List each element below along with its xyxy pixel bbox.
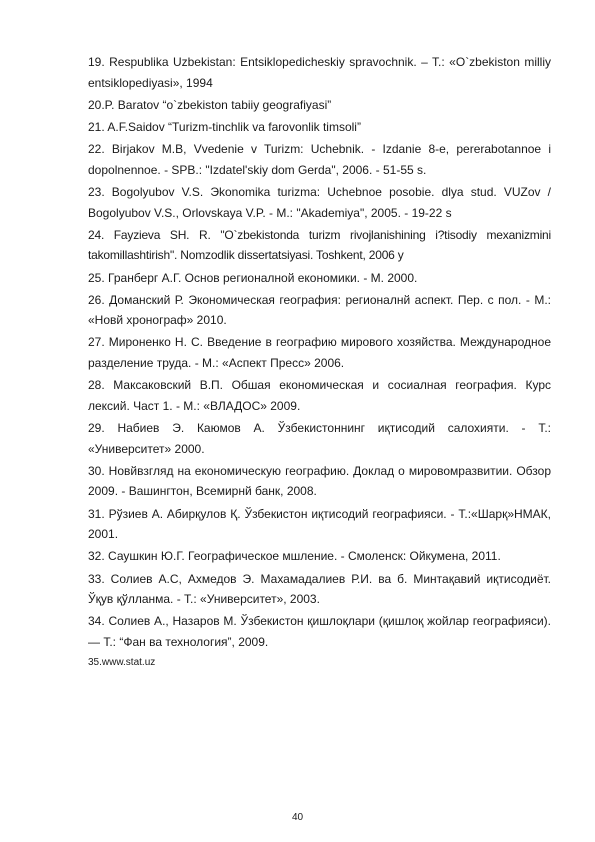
reference-item: 30. Новйвзгляд на економическую географию. Доклад о мировомразвитии. Обзор 2009. - Вашингтон, Всемирнй банк, 2008. bbox=[88, 463, 551, 499]
reference-item: 33. Солиев А.С, Ахмедов Э. Махамадалиев Р.И. ва б. Минтақавий иқтисодиёт. Ўқув қўлланма. - Т.: «Университет», 2003. bbox=[88, 571, 551, 607]
reference-item: 21. A.F.Saidov “Turizm-tinchlik va farovonlik timsoli” bbox=[88, 119, 361, 134]
page-number: 40 bbox=[291, 812, 304, 823]
reference-item: 23. Bogolyubov V.S. Эkonomika turizma: Uchebnoe posobie. dlya stud. VUZov / Bogolyubov V.S., Orlovskaya V.P. - M.: "Akademiya", 2005. - 19-22 s bbox=[88, 184, 551, 220]
reference-item: 20.P. Baratov “o`zbekiston tabiiy geografiyasi” bbox=[88, 97, 332, 112]
reference-item: 26. Доманский Р. Экономическая география: регионалнй аспект. Пер. с пол. - М.: «Новй хронограф» 2010. bbox=[88, 292, 551, 328]
reference-list bbox=[88, 52, 551, 672]
reference-item: 28. Максаковский В.П. Обшая економическая и сосиалная география. Курс лексий. Част 1. - М.: «ВЛАДОС» 2009. bbox=[88, 378, 551, 413]
reference-item: 25. Гранберг А.Г. Основ регионалной економики. - М. 2000. bbox=[88, 270, 418, 285]
reference-item: 19. Respublika Uzbekistan: Entsiklopedicheskiy spravochnik. – T.: «O`zbekiston milliy entsiklopediyasi», 1994 bbox=[88, 55, 551, 90]
reference-item: 32. Саушкин Ю.Г. Географическое мшление. - Смоленск: Ойкумена, 2011. bbox=[88, 549, 501, 564]
reference-item: 27. Мироненко Н. С. Введение в географию мирового хозяйства. Международное разделение труда. - М.: «Аспект Пресс» 2006. bbox=[88, 335, 551, 371]
reference-item: 29. Набиев Э. Каюмов А. Ўзбекистоннинг иқтисодий салохияти. - Т.: «Университет» 2000. bbox=[88, 421, 551, 456]
reference-item: 22. Birjakov M.B, Vvedenie v Turizm: Uchebnik. - Izdanie 8-e, pererabotannoe i dopolnennoe. - SPB.: "Izdatel'skiy dom Gerda", 2006. - 51-55 s. bbox=[88, 142, 551, 177]
reference-item: 31. Рўзиев А. Абирқулов Қ. Ўзбекистон иқтисодий географияси. - Т.:«Шарқ»НМАК, 2001. bbox=[88, 506, 551, 542]
reference-item: 24. Fayzieva SH. R. "O`zbekistonda turizm rivojlanishining i?tisodiy mexanizmini takomillashtirish". Nomzodlik dissertatsiyasi. Toshkent, 2006 y bbox=[88, 227, 551, 263]
reference-link: 35.www.stat.uz bbox=[88, 656, 156, 668]
reference-item: 34. Солиев А., Назаров М. Ўзбекистон қишлоқлари (қишлоқ жойлар географияси). — Т.: “Фан ва технология”, 2009. bbox=[88, 614, 551, 649]
